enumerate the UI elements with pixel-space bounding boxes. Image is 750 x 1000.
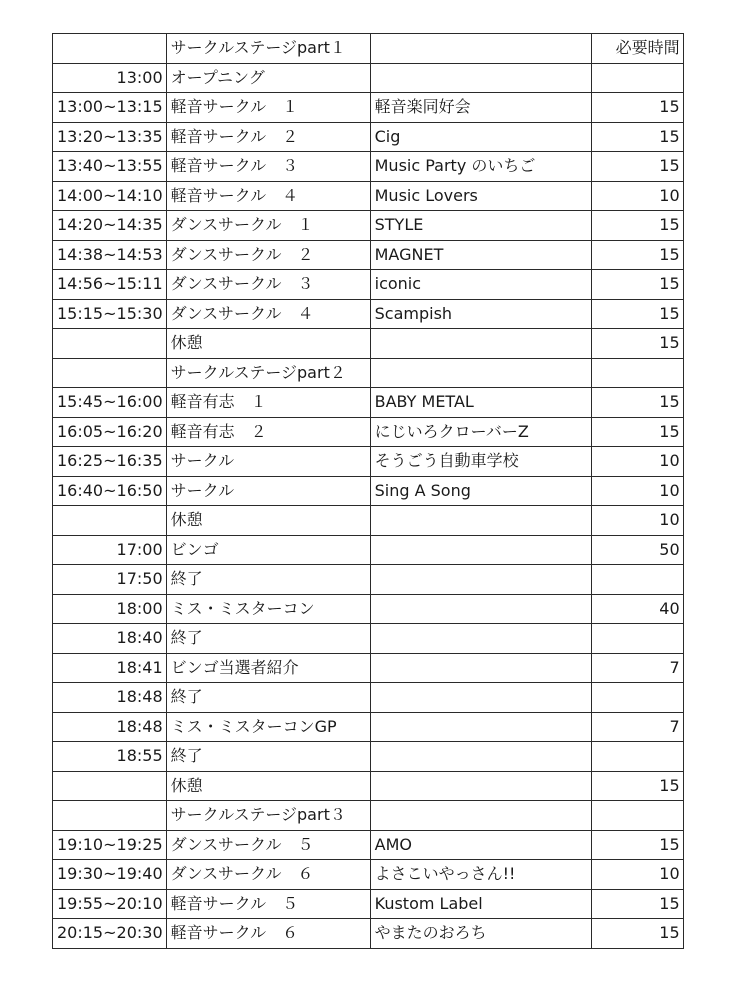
time-cell: 15:15~15:30 [53,299,167,329]
time-cell: 19:55~20:10 [53,889,167,919]
table-row [53,329,684,359]
performer-cell: AMO [370,830,591,860]
performer-cell [370,683,591,713]
performer-cell: Sing A Song [370,476,591,506]
duration-cell: 15 [591,771,683,801]
program-cell: ダンスサークル ２ [166,240,370,270]
duration-cell: 15 [591,240,683,270]
performer-cell [370,358,591,388]
table-row [53,830,684,860]
time-cell: 13:40~13:55 [53,152,167,182]
time-cell: 14:00~14:10 [53,181,167,211]
time-cell: 13:00~13:15 [53,93,167,123]
duration-cell: 15 [591,122,683,152]
table-row [53,417,684,447]
table-row [53,860,684,890]
duration-cell [591,624,683,654]
program-cell: 終了 [166,565,370,595]
header-performer-cell [370,34,591,64]
table-row [53,624,684,654]
performer-cell [370,594,591,624]
table-row [53,801,684,831]
table-row [53,122,684,152]
table-row [53,240,684,270]
performer-cell [370,535,591,565]
performer-cell: BABY METAL [370,388,591,418]
table-row [53,565,684,595]
performer-cell [370,801,591,831]
program-cell: 軽音サークル ２ [166,122,370,152]
program-cell: 軽音サークル １ [166,93,370,123]
duration-cell: 7 [591,712,683,742]
duration-cell: 10 [591,476,683,506]
performer-cell [370,712,591,742]
time-cell: 14:20~14:35 [53,211,167,241]
time-cell: 14:56~15:11 [53,270,167,300]
header-time-cell [53,34,167,64]
program-cell: ダンスサークル １ [166,211,370,241]
table-row [53,535,684,565]
performer-cell: Kustom Label [370,889,591,919]
time-cell: 16:25~16:35 [53,447,167,477]
duration-cell: 50 [591,535,683,565]
time-cell [53,506,167,536]
program-cell: サークル [166,447,370,477]
program-cell: 軽音サークル ６ [166,919,370,949]
program-cell: 軽音有志 ２ [166,417,370,447]
table-row [53,683,684,713]
time-cell: 14:38~14:53 [53,240,167,270]
program-cell: 休憩 [166,771,370,801]
time-cell [53,329,167,359]
duration-cell [591,742,683,772]
table-header-row [53,34,684,64]
time-cell: 18:40 [53,624,167,654]
duration-cell: 15 [591,388,683,418]
duration-cell: 15 [591,919,683,949]
duration-cell [591,358,683,388]
table-row [53,712,684,742]
header-duration-cell: 必要時間 [591,34,683,64]
performer-cell [370,624,591,654]
duration-cell: 15 [591,270,683,300]
program-cell: オープニング [166,63,370,93]
duration-cell: 15 [591,93,683,123]
performer-cell: よさこいやっさん!! [370,860,591,890]
time-cell: 18:41 [53,653,167,683]
program-cell: ビンゴ [166,535,370,565]
table-row [53,771,684,801]
time-cell: 16:05~16:20 [53,417,167,447]
duration-cell: 10 [591,181,683,211]
schedule-table [52,33,684,949]
performer-cell [370,771,591,801]
duration-cell [591,565,683,595]
time-cell: 17:00 [53,535,167,565]
performer-cell: そうごう自動車学校 [370,447,591,477]
table-row [53,93,684,123]
performer-cell: Scampish [370,299,591,329]
program-cell: 休憩 [166,329,370,359]
duration-cell [591,801,683,831]
table-row [53,388,684,418]
performer-cell [370,63,591,93]
table-row [53,889,684,919]
time-cell: 17:50 [53,565,167,595]
header-program-cell: サークルステージpart１ [166,34,370,64]
duration-cell: 15 [591,417,683,447]
duration-cell: 15 [591,152,683,182]
time-cell: 15:45~16:00 [53,388,167,418]
table-row [53,63,684,93]
table-row [53,653,684,683]
program-cell: 終了 [166,683,370,713]
program-cell: 終了 [166,742,370,772]
schedule-body [53,34,684,949]
table-row [53,742,684,772]
time-cell [53,358,167,388]
time-cell: 18:48 [53,683,167,713]
performer-cell: 軽音楽同好会 [370,93,591,123]
time-cell [53,771,167,801]
time-cell: 20:15~20:30 [53,919,167,949]
duration-cell: 15 [591,889,683,919]
performer-cell [370,742,591,772]
time-cell [53,801,167,831]
program-cell: サークルステージpart２ [166,358,370,388]
duration-cell: 15 [591,830,683,860]
performer-cell: にじいろクローバーZ [370,417,591,447]
time-cell: 18:00 [53,594,167,624]
performer-cell: やまたのおろち [370,919,591,949]
time-cell: 18:55 [53,742,167,772]
program-cell: 軽音有志 １ [166,388,370,418]
table-row [53,270,684,300]
duration-cell: 15 [591,211,683,241]
program-cell: 軽音サークル ５ [166,889,370,919]
performer-cell: STYLE [370,211,591,241]
table-row [53,476,684,506]
table-row [53,358,684,388]
performer-cell [370,506,591,536]
performer-cell: Music Lovers [370,181,591,211]
program-cell: 終了 [166,624,370,654]
performer-cell [370,653,591,683]
table-row [53,447,684,477]
performer-cell: MAGNET [370,240,591,270]
program-cell: ミス・ミスターコンGP [166,712,370,742]
program-cell: ビンゴ当選者紹介 [166,653,370,683]
program-cell: ダンスサークル ３ [166,270,370,300]
duration-cell: 10 [591,447,683,477]
program-cell: 休憩 [166,506,370,536]
duration-cell: 10 [591,860,683,890]
duration-cell: 40 [591,594,683,624]
time-cell: 13:20~13:35 [53,122,167,152]
performer-cell [370,565,591,595]
table-row [53,299,684,329]
duration-cell: 15 [591,329,683,359]
duration-cell: 10 [591,506,683,536]
program-cell: サークル [166,476,370,506]
program-cell: サークルステージpart３ [166,801,370,831]
program-cell: ミス・ミスターコン [166,594,370,624]
duration-cell: 15 [591,299,683,329]
performer-cell [370,329,591,359]
performer-cell: Cig [370,122,591,152]
program-cell: ダンスサークル ５ [166,830,370,860]
table-row [53,919,684,949]
program-cell: ダンスサークル ６ [166,860,370,890]
table-row [53,181,684,211]
program-cell: 軽音サークル ３ [166,152,370,182]
time-cell: 19:30~19:40 [53,860,167,890]
table-row [53,152,684,182]
duration-cell [591,63,683,93]
performer-cell: Music Party のいちご [370,152,591,182]
table-row [53,506,684,536]
time-cell: 16:40~16:50 [53,476,167,506]
duration-cell [591,683,683,713]
program-cell: 軽音サークル ４ [166,181,370,211]
performer-cell: iconic [370,270,591,300]
program-cell: ダンスサークル ４ [166,299,370,329]
time-cell: 19:10~19:25 [53,830,167,860]
time-cell: 18:48 [53,712,167,742]
duration-cell: 7 [591,653,683,683]
table-row [53,211,684,241]
table-row [53,594,684,624]
time-cell: 13:00 [53,63,167,93]
